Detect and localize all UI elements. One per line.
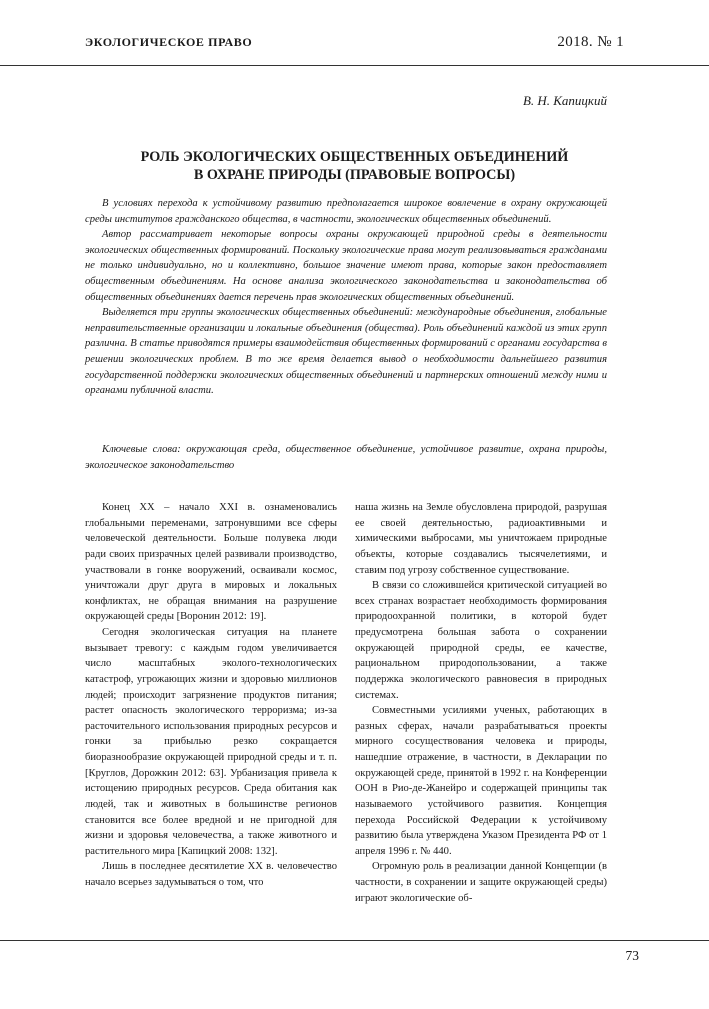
footer-rule [0,940,709,941]
abstract-paragraph: Выделяется три группы экологических общественных объединений: международные объединения, глобальные неправительственные организации и локальные объединения (общества). Роль объединений каждой из этих групп различна. В статье приводятся примеры взаимодействия общественных формирований с органами государства в решении экологических проблем. В то же время делается вывод о необходимости дальнейшего развития государственной поддержки экологических общественных объединений и партнерских отношений между ними и органами публичной власти. [85,307,607,397]
running-head [85,34,624,56]
abstract [85,196,607,399]
page-number: 73 [625,948,639,963]
keywords-text: Ключевые слова: окружающая среда, общественное объединение, устойчивое развитие, охрана природы, экологическое законодательство [85,444,607,471]
body-paragraph: Сегодня экологическая ситуация на планете вызывает тревогу: с каждым годом увеличивается число масштабных эколого-технологических катастроф, угрожающих жизни и здоровью миллионов людей; происходит загрязнение продуктов питания; растет опасность экологического терроризма; из-за расточительного использования природных ресурсов и гонки за прибылью резко сокращается биоразнообразие окружающей природной среды и т. п. [Круглов, Дорожкин 2012: 63]. Урбанизация привела к истощению природных ресурсов. Среда обитания как людей, так и животных в большинстве регионов становится все более вредной и не пригодной для жизни и здоровья человечества, а также животного и растительного мира [Капицкий 2008: 132]. [85,627,337,857]
body-paragraph: наша жизнь на Земле обусловлена природой, разрушая ее своей деятельностью, радиоактивными и химическими выбросами, мы уничтожаем природные объекты, которые создавались тысячелетиями, и ставим под угрозу собственное существование. [355,502,607,576]
journal-title: ЭКОЛОГИЧЕСКОЕ ПРАВО [85,35,253,49]
body-left-column [85,500,337,891]
article-title [85,148,624,184]
body-paragraph: Конец XX – начало XXI в. ознаменовались глобальными переменами, затронувшими все сферы человеческой деятельности. Больше полувека люди ради своих призрачных целей развивали производство, участвовали в гонке вооружений, осваивали космос, уничтожали друг друга в мировых и локальных конфликтах, не обращая внимания на разрушение окружающей среды [Воронин 2012: 19]. [85,502,337,623]
body-right-column [355,500,607,906]
title-line-1: РОЛЬ ЭКОЛОГИЧЕСКИХ ОБЩЕСТВЕННЫХ ОБЪЕДИНЕНИЙ [140,149,569,165]
body-paragraph: Совместными усилиями ученых, работающих в разных сферах, начали разрабатываться проекты мирного сосуществования человека и природы, нашедшие отражение, в частности, в Декларации по окружающей среде, принятой в 1992 г. на Конференции ООН в Рио-де-Жанейро и содержащей принципы так называемого устойчивого развития. Концепция перехода Российской Федерации к устойчивому развитию была утверждена Указом Президента РФ от 1 апреля 1996 г. № 440. [355,705,607,857]
title-line-2: В ОХРАНЕ ПРИРОДЫ (ПРАВОВЫЕ ВОПРОСЫ) [193,167,516,183]
header-rule [0,65,709,66]
body-paragraph: В связи со сложившейся критической ситуацией во всех странах возрастает необходимость формирования природоохранной политики, в которой будет предусмотрена большая забота о сохранении окружающей природной среды, ее качестве, рациональном природопользовании, а также поддержка экологического равновесия в природных системах. [355,580,607,701]
author-name: В. Н. Капицкий [522,93,607,108]
abstract-paragraph: Автор рассматривает некоторые вопросы охраны окружающей природной среды в деятельности экологических общественных формирований. Поскольку экологические права могут реализовываться гражданами не только индивидуально, но и коллективно, большое значение имеют права, которые закон предоставляет общественным объединениям. На основе анализа экологического законодательства и законодательства об общественных объединениях дается перечень прав экологических общественных объединений. [85,229,607,303]
keywords [85,442,607,473]
body-paragraph: Огромную роль в реализации данной Концепции (в частности, в сохранении и защите окружающей среды) играют экологические об- [355,861,607,904]
abstract-paragraph: В условиях перехода к устойчивому развитию предполагается широкое вовлечение в охрану окружающей среды институтов гражданского общества, в частности, экологических общественных объединений. [85,198,607,225]
body-paragraph: Лишь в последнее десятилетие XX в. человечество начало всерьез задумываться о том, что [85,861,337,888]
issue-number: 2018. № 1 [557,34,624,50]
